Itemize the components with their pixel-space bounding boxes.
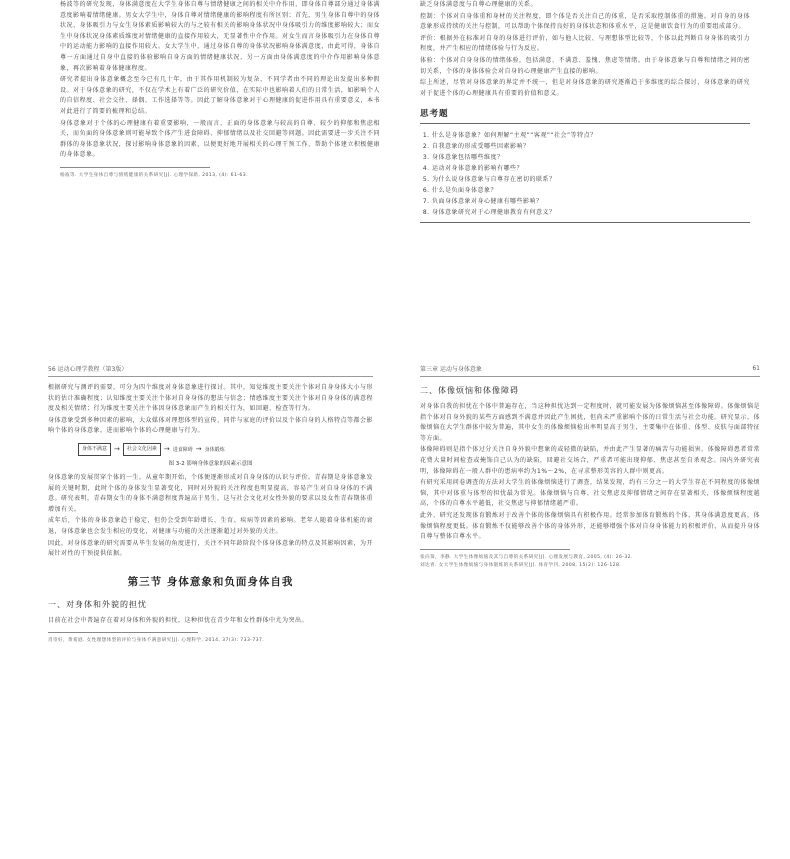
page-56 — [48, 360, 373, 859]
section-title: 第三节 身体意象和负面身体自我 — [127, 575, 294, 588]
page-top-right — [420, 0, 750, 320]
diagram-box: 社会文化因素 — [123, 443, 161, 456]
running-header — [420, 360, 760, 377]
question-item: 8. 身体意象研究对于心理健康教育有何意义？ — [432, 207, 750, 218]
paragraph: 体验：个体对自身身体的情绪体验，包括满意、不满意、羞愧、焦虑等情绪。由于身体意象与自尊和情绪之间的密切关系，个体的身体体验会对自身的心理健康产生直接的影响。 — [420, 56, 750, 75]
running-header — [48, 360, 373, 377]
paragraph: 缺乏身体满意度与自尊心理健康的关系。 — [420, 1, 538, 8]
arrow-icon: → — [195, 445, 202, 454]
question-item: 5. 为什么说身体意象与自尊存在密切的联系？ — [432, 174, 750, 185]
paragraph: 目前在社会中普遍存在着对身体和外貌的担忧，这种担忧在青少年和女性群体中尤为突出。 — [48, 616, 309, 624]
page-61 — [420, 360, 760, 859]
question-item: 1. 什么是身体意象？如何理解“主观”“客观”“社会”等特点？ — [432, 130, 750, 141]
footnote-rule — [48, 632, 198, 633]
figure-diagram — [78, 443, 373, 456]
footnote: 张向葵，李静. 大学生体像烦恼及其与自尊的关系研究[J]. 心理发展与教育, 2005, (4): 26-32. — [420, 554, 633, 560]
figure-caption: 图 3-2 影响身体意象的因素示意图 — [168, 460, 253, 467]
footnote-rule — [60, 167, 210, 168]
question-item: 6. 什么是负面身体意象？ — [432, 185, 750, 196]
paragraph: 因此，对身体意象的研究需要从毕生发展的角度进行，关注不同年龄阶段个体身体意象的特点及其影响因素，为开展针对性的干预提供依据。 — [48, 539, 373, 558]
running-header-left: 56 运动心理学教程（第3版） — [48, 365, 128, 373]
questions-list — [420, 130, 750, 218]
subsection-title: 二、体像烦恼和体像障碍 — [420, 386, 519, 395]
diagram-box: 身体不满意 — [78, 443, 111, 456]
footnote: 杨波等. 大学生身体自尊与情绪健康的关系研究[J]. 心理学探新, 2013, (4): 61-63. — [60, 172, 248, 178]
question-item: 3. 身体意象包括哪些维度？ — [432, 152, 750, 163]
paragraph: 此外，研究还发现体育锻炼对于改善个体的体像烦恼具有积极作用。经常参加体育锻炼的个体，其身体满意度更高，体像烦恼程度更低。体育锻炼不仅能够改善个体的身体外形，还能够增强个体对自身身体能力的积极评价，从而提升身体自尊与整体自尊水平。 — [420, 511, 760, 541]
paragraph: 身体意象受到多种因素的影响，大众媒体对理想体型的宣传、同伴与家庭的评价以及个体自身的人格特点等都会影响个体的身体意象，进而影响个体的心理健康与行为。 — [48, 416, 373, 435]
paragraph: 评价：根据外在标准对自身的身体进行评价，如与他人比较、与理想体型比较等，个体以此判断自身身体的吸引力程度，并产生相应的情绪体验与行为反应。 — [420, 34, 750, 53]
running-header-left: 第三章 运动与身体意象 — [420, 365, 482, 373]
footnote-rule — [420, 549, 570, 550]
paragraph: 对身体自我的担忧在个体中普遍存在，当这种担忧达到一定程度时，就可能发展为体像烦恼甚至体像障碍。体像烦恼是指个体对自身外貌的某些方面感到不满意并因此产生困扰，但尚未严重影响个体的日常生活与社会功能。研究显示，体像烦恼在大学生群体中较为普遍，其中女生的体像烦恼检出率明显高于男生，主要集中在体重、体型、皮肤与面部特征等方面。 — [420, 403, 760, 442]
paragraph: 体像障碍则是指个体过分关注自身外貌中想象的或轻微的缺陷，并由此产生显著的痛苦与功能损害。体像障碍患者常常花费大量时间检查或掩饰自己认为的缺陷，回避社交场合，严重者可能出现抑郁、焦虑甚至自杀观念。国内外研究表明，体像障碍在一般人群中的患病率约为1%～2%，在寻求整形美容的人群中则更高。 — [420, 446, 760, 475]
paragraph: 杨波等的研究发现，身体满意度在大学生身体自尊与情绪健康之间的相关中介作用，即身体自尊部分通过身体满意度影响着情绪健康。男女大学生中，身体自尊对情绪健康的影响程度有所区别；首先，男生身体自尊中的身体状况、身体吸引力与女生身体素质影响较大的与之较有相关的影响身体状况中身体吸引力的维度影响较大；而女生中身体状况身体素质维度对情绪健康的直接作用较大，无显著性中介作用。对女生而言身体吸引力在身体自尊中的运动能力影响的直接作用较大。女大学生中，通过身体自尊的身体状况影响身体满意度，由此可得，身体自尊一方面通过自身中直接的体验影响自身方面的情绪健康状况，另一方面由身体满意度的中介作用影响身体意象，再次影响着身体健康程度。 — [60, 1, 380, 72]
paragraph: 综上所述，尽管对身体意象的界定并不统一，但是对身体意象的研究逐渐趋于多维度的综合探讨，身体意象的研究对于促进个体的心理健康具有重要的价值和意义。 — [420, 79, 750, 97]
paragraph: 有研究采用问卷调查的方法对大学生的体像烦恼进行了调查，结果发现，约有三分之一的大学生存在不同程度的体像烦恼，其中对体重与体型的担忧最为常见。体像烦恼与自尊、社交焦虑及抑郁情绪之间存在显著相关，体像烦恼程度越高，个体的自尊水平越低，社交焦虑与抑郁情绪越严重。 — [420, 479, 760, 508]
diagram-label: 身体锻炼 — [204, 446, 225, 453]
questions-bottom-rule — [420, 222, 750, 223]
subsection-title: 一、对身体和外貌的担忧 — [48, 599, 147, 609]
paragraph: 控制：个体对自身体重和身材的关注程度，即个体是否关注自己的体重，是否采取控制体重的措施。对自身的身体意象形成持续的关注与控制，可以帮助个体保持良好的身体状态和体重水平，这是健康饮食行为的重要组成部分。 — [420, 12, 750, 31]
page-number: 61 — [752, 364, 760, 372]
paragraph: 身体意象的发展贯穿个体的一生，从童年期开始，个体便逐渐形成对自身身体的认识与评价。青春期是身体意象发展的关键时期，此时个体的身体发生显著变化，同时对外貌的关注程度也明显提高，容易产生对自身身体的不满意。研究表明，青春期女生的身体不满意程度普遍高于男生，这与社会文化对女性外貌的要求以及女性青春期体重增加有关。 — [48, 473, 373, 513]
arrow-icon: → — [114, 445, 120, 454]
footnote: 肖崇好，黄希庭. 女性理想体型的评价与身体不满意研究[J]. 心理科学, 2014, 37(3): 733-737. — [48, 638, 265, 644]
footnote: 刘达青. 女大学生体像烦恼与身体锻炼的关系研究[J]. 体育学刊, 2008, 15(2): 126-128. — [420, 562, 622, 568]
paragraph: 身体意象对于个体的心理健康有着重要影响，一般而言，正面的身体意象与较高的自尊、较少的抑郁和焦虑相关，而负面的身体意象则可能导致个体产生进食障碍、抑郁情绪以及社交回避等问题。因此需要进一步关注不同群体的身体意象状况，探讨影响身体意象的因素，以便更好地开展相关的心理干预工作，帮助个体建立积极健康的身体意象。 — [60, 119, 380, 159]
page-top-left — [60, 0, 380, 300]
question-item: 4. 运动对身体意象的影响有哪些？ — [432, 163, 750, 174]
question-item: 7. 负面身体意象对身心健康有哪些影响？ — [432, 196, 750, 207]
paragraph: 成年后，个体的身体意象趋于稳定，但仍会受到年龄增长、生育、疾病等因素的影响。老年人随着身体机能的衰退，身体意象也会发生相应的变化，对健康与功能的关注逐渐超过对外貌的关注。 — [48, 517, 373, 535]
question-item: 2. 自我意象的形成受哪些因素影响？ — [432, 141, 750, 152]
paragraph: 研究者提出身体意象概念至今已有几十年，由于其作用机制较为复杂，不同学者由不同的理论出发提出多种假设。对于身体意象的研究，不仅在学术上有着广泛的研究价值，在实际中也影响着人们的日常生活，如影响个人的自信程度、社会交往、择偶、工作选择等等。因此了解身体意象对于心理健康的促进作用具有重要意义，本书对此进行了简要的梳理和总结。 — [60, 76, 380, 115]
questions-title: 思考题 — [420, 109, 449, 120]
diagram-label: 进食障碍 — [172, 446, 193, 453]
questions-rule — [420, 123, 750, 124]
arrow-icon: → — [163, 445, 170, 454]
paragraph: 根据研究与测评的需要，可分为四个维度对身体意象进行探讨。其中，知觉维度主要关注个体对自身身体大小与形状的估计准确程度；认知维度主要关注个体对自身身体的想法与信念；情感维度主要关注个体对自身身体的满意程度及相关情绪；行为维度主要关注个体因身体意象而产生的相关行为，如回避、检查等行为。 — [48, 384, 373, 413]
